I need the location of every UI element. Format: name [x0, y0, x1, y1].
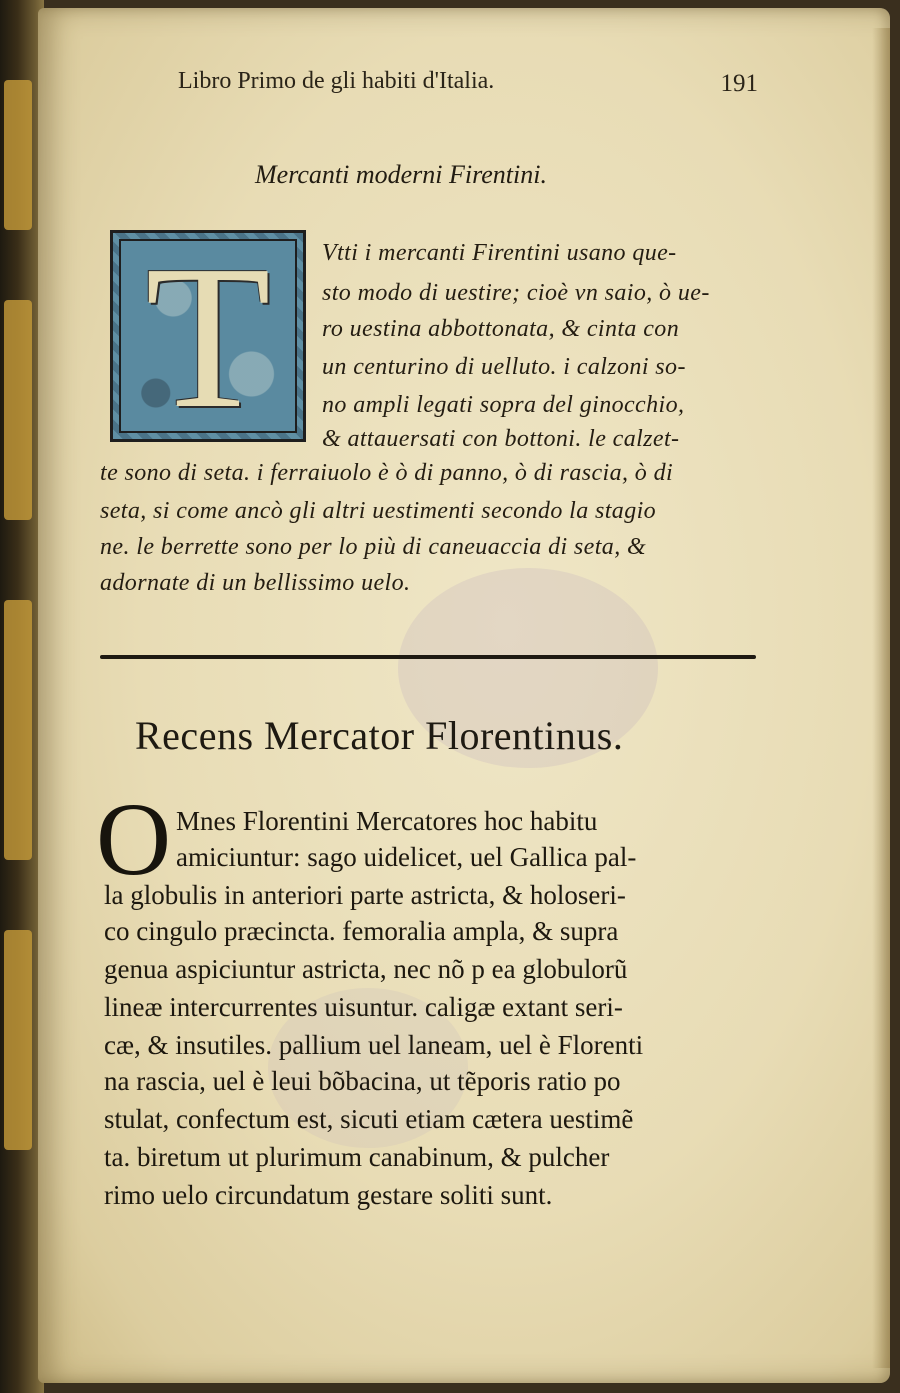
running-title: Libro Primo de gli habiti d'Italia. — [178, 68, 495, 94]
text-line: genua aspiciuntur astricta, nec nõ p ea globulorũ — [104, 954, 628, 984]
text-line: amiciuntur: sago uidelicet, uel Gallica pal- — [176, 842, 637, 872]
page-number: 191 — [720, 70, 758, 97]
text-line: cæ, & insutiles. pallium uel laneam, uel è Florenti — [104, 1030, 644, 1060]
text-line: seta, si come ancò gli altri uestimenti secondo la stagio — [100, 498, 657, 524]
text-line: co cingulo præcincta. femoralia ampla, & supra — [104, 916, 619, 946]
latin-section-title: Recens Mercator Florentinus. — [135, 713, 624, 758]
text-line: ne. le berrette sono per lo più di caneuaccia di seta, & — [100, 534, 647, 560]
text-line: ta. biretum ut plurimum canabinum, & pulcher — [104, 1142, 610, 1172]
facing-page-ornament — [4, 80, 32, 230]
text-line: & attauersati con bottoni. le calzet- — [322, 426, 680, 452]
text-line: un centurino di uelluto. i calzoni so- — [322, 354, 686, 380]
facing-page-ornament — [4, 300, 32, 520]
italian-section-title: Mercanti moderni Firentini. — [255, 160, 547, 189]
section-divider-rule — [100, 655, 756, 659]
text-line: sto modo di uestire; cioè vn saio, ò ue- — [322, 280, 710, 306]
book-page — [38, 8, 890, 1383]
text-line: no ampli legati sopra del ginocchio, — [322, 392, 685, 418]
text-line: Mnes Florentini Mercatores hoc habitu — [176, 806, 598, 836]
text-line: stulat, confectum est, sicuti etiam cætera uestimẽ — [104, 1104, 634, 1134]
facing-page-ornament — [4, 930, 32, 1150]
text-line: la globulis in anteriori parte astricta, & holoseri- — [104, 880, 626, 910]
text-line: te sono di seta. i ferraiuolo è ò di panno, ò di rascia, ò di — [100, 460, 674, 486]
decorated-initial — [110, 222, 306, 451]
facing-page-ornament — [4, 600, 32, 860]
page-edge-shadow — [872, 28, 890, 1368]
text-line: rimo uelo circundatum gestare soliti sunt. — [104, 1180, 553, 1210]
text-line: lineæ intercurrentes uisuntur. caligæ extant seri- — [104, 992, 623, 1022]
text-line: Vtti i mercanti Firentini usano que- — [322, 240, 677, 266]
initial-letter: T — [145, 222, 271, 451]
text-line: na rascia, uel è leui bõbacina, ut tẽporis ratio po — [104, 1066, 621, 1096]
drop-cap-letter: O — [96, 782, 172, 897]
text-line: ro uestina abbottonata, & cinta con — [322, 316, 680, 342]
text-line: adornate di un bellissimo uelo. — [100, 570, 411, 596]
page-header — [178, 64, 758, 104]
